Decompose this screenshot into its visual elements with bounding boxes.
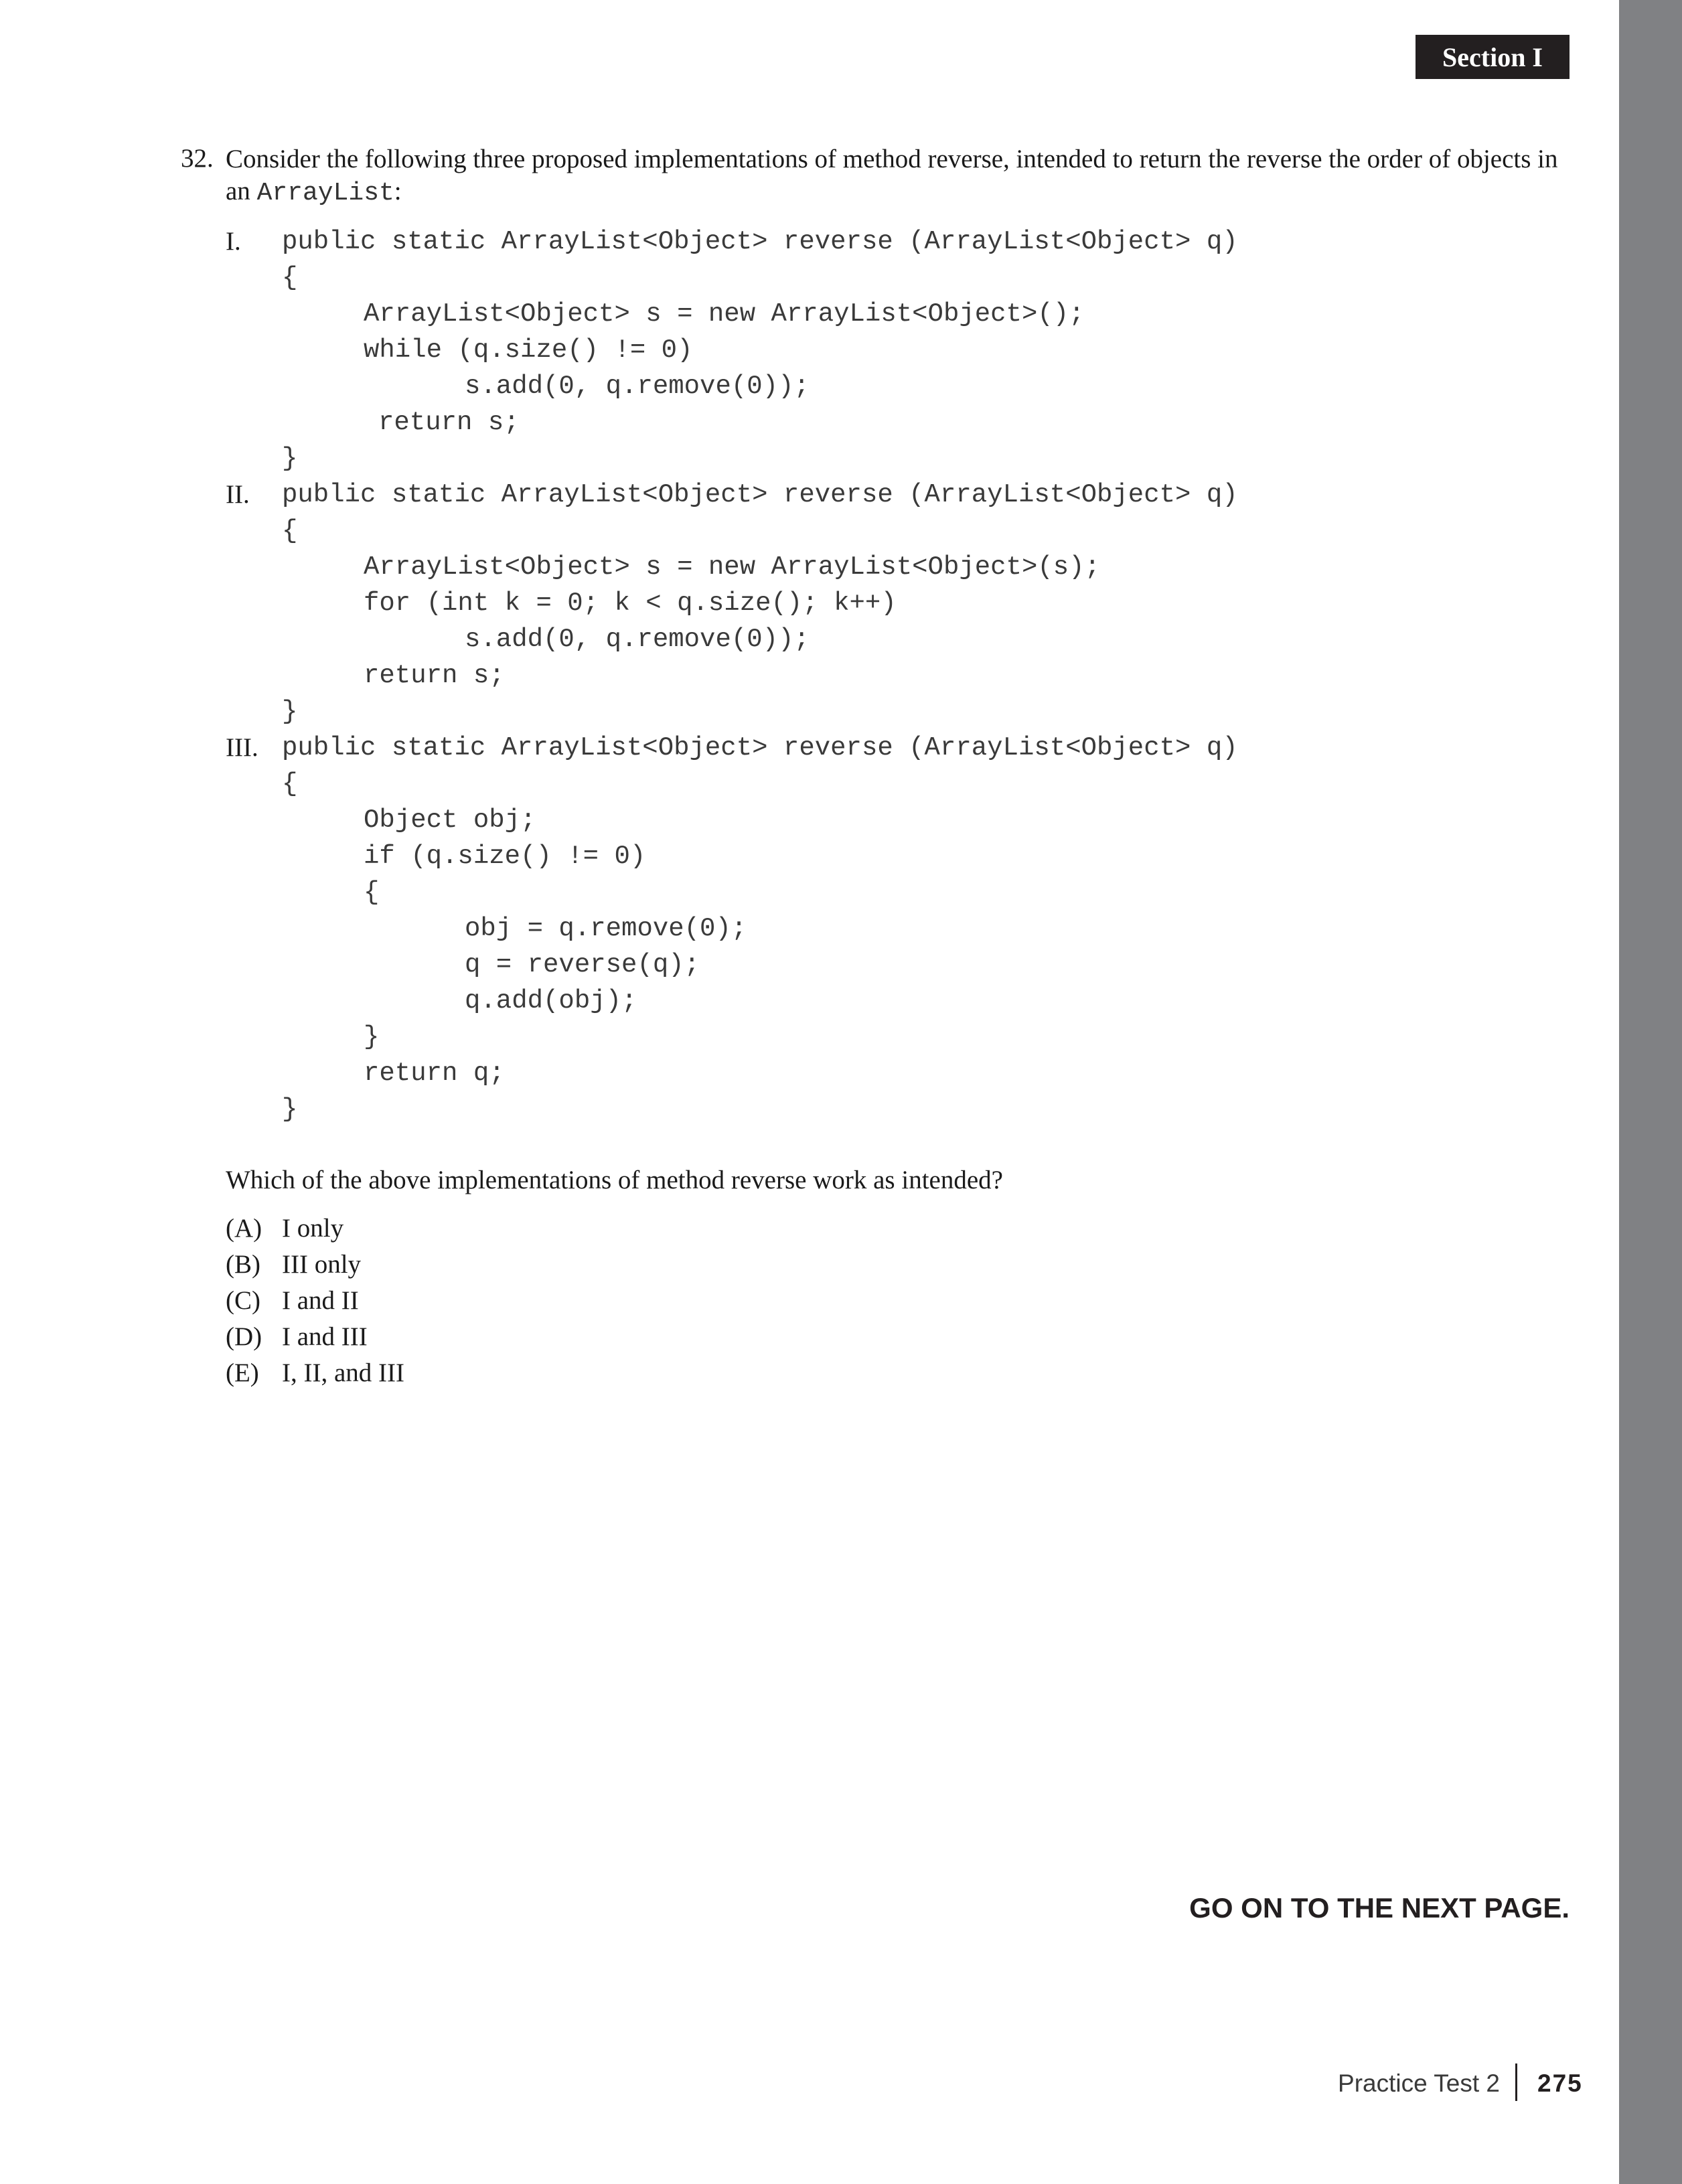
implementation-numeral: I. (226, 227, 241, 256)
option-letter: (B) (226, 1250, 260, 1279)
footer-label: Practice Test 2 (1338, 2070, 1500, 2097)
code-line: return s; (364, 661, 505, 690)
code-line: ArrayList<Object> s = new ArrayList<Object>(); (364, 299, 1085, 329)
code-line: q = reverse(q); (465, 950, 700, 980)
option-text: III only (282, 1250, 362, 1279)
code-line: } (282, 444, 298, 473)
question-stem-code: ArrayList (256, 179, 394, 208)
code-line: if (q.size() != 0) (364, 842, 646, 871)
option-text: I and III (282, 1322, 368, 1351)
code-line: s.add(0, q.remove(0)); (465, 372, 810, 401)
option-text: I, II, and III (282, 1358, 404, 1387)
question-stem (226, 143, 1565, 210)
question-number: 32. (181, 144, 214, 173)
code-line: } (282, 697, 298, 726)
code-line: Object obj; (364, 805, 536, 835)
question-stem-end: : (394, 177, 402, 206)
code-line: } (364, 1022, 380, 1052)
question-stem-text: Consider the following three proposed implementations of method reverse, intended to return the reverse the order of objects in an (226, 145, 1558, 206)
option-text: I only (282, 1214, 344, 1243)
code-line: { (282, 769, 298, 799)
code-line: public static ArrayList<Object> reverse (ArrayList<Object> q) (282, 227, 1238, 256)
code-line: { (364, 878, 380, 907)
side-bar (1619, 0, 1682, 2184)
section-tab (1416, 35, 1570, 79)
option-letter: (D) (226, 1322, 262, 1351)
code-line: for (int k = 0; k < q.size(); k++) (364, 589, 897, 618)
page-number: 275 (1537, 2070, 1583, 2097)
go-on-notice: GO ON TO THE NEXT PAGE. (1189, 1892, 1570, 1924)
option-text: I and II (282, 1286, 359, 1315)
code-line: return q; (364, 1059, 505, 1088)
code-line: { (282, 263, 298, 293)
code-line: { (282, 516, 298, 546)
section-label: Section I (1442, 42, 1543, 72)
footer-divider (1515, 2063, 1517, 2101)
code-line: s.add(0, q.remove(0)); (465, 625, 810, 654)
code-line: q.add(obj); (465, 986, 637, 1016)
code-line: return s; (378, 408, 520, 437)
implementation-numeral: III. (226, 733, 258, 762)
code-line: public static ArrayList<Object> reverse (ArrayList<Object> q) (282, 480, 1238, 510)
code-line: } (282, 1095, 298, 1124)
code-line: obj = q.remove(0); (465, 914, 747, 943)
option-letter: (C) (226, 1286, 260, 1315)
option-letter: (E) (226, 1358, 259, 1387)
code-line: public static ArrayList<Object> reverse (ArrayList<Object> q) (282, 733, 1238, 763)
option-letter: (A) (226, 1214, 262, 1243)
question-prompt: Which of the above implementations of method reverse work as intended? (226, 1166, 1003, 1194)
code-line: while (q.size() != 0) (364, 335, 693, 365)
code-line: ArrayList<Object> s = new ArrayList<Object>(s); (364, 552, 1100, 582)
implementation-numeral: II. (226, 480, 250, 509)
